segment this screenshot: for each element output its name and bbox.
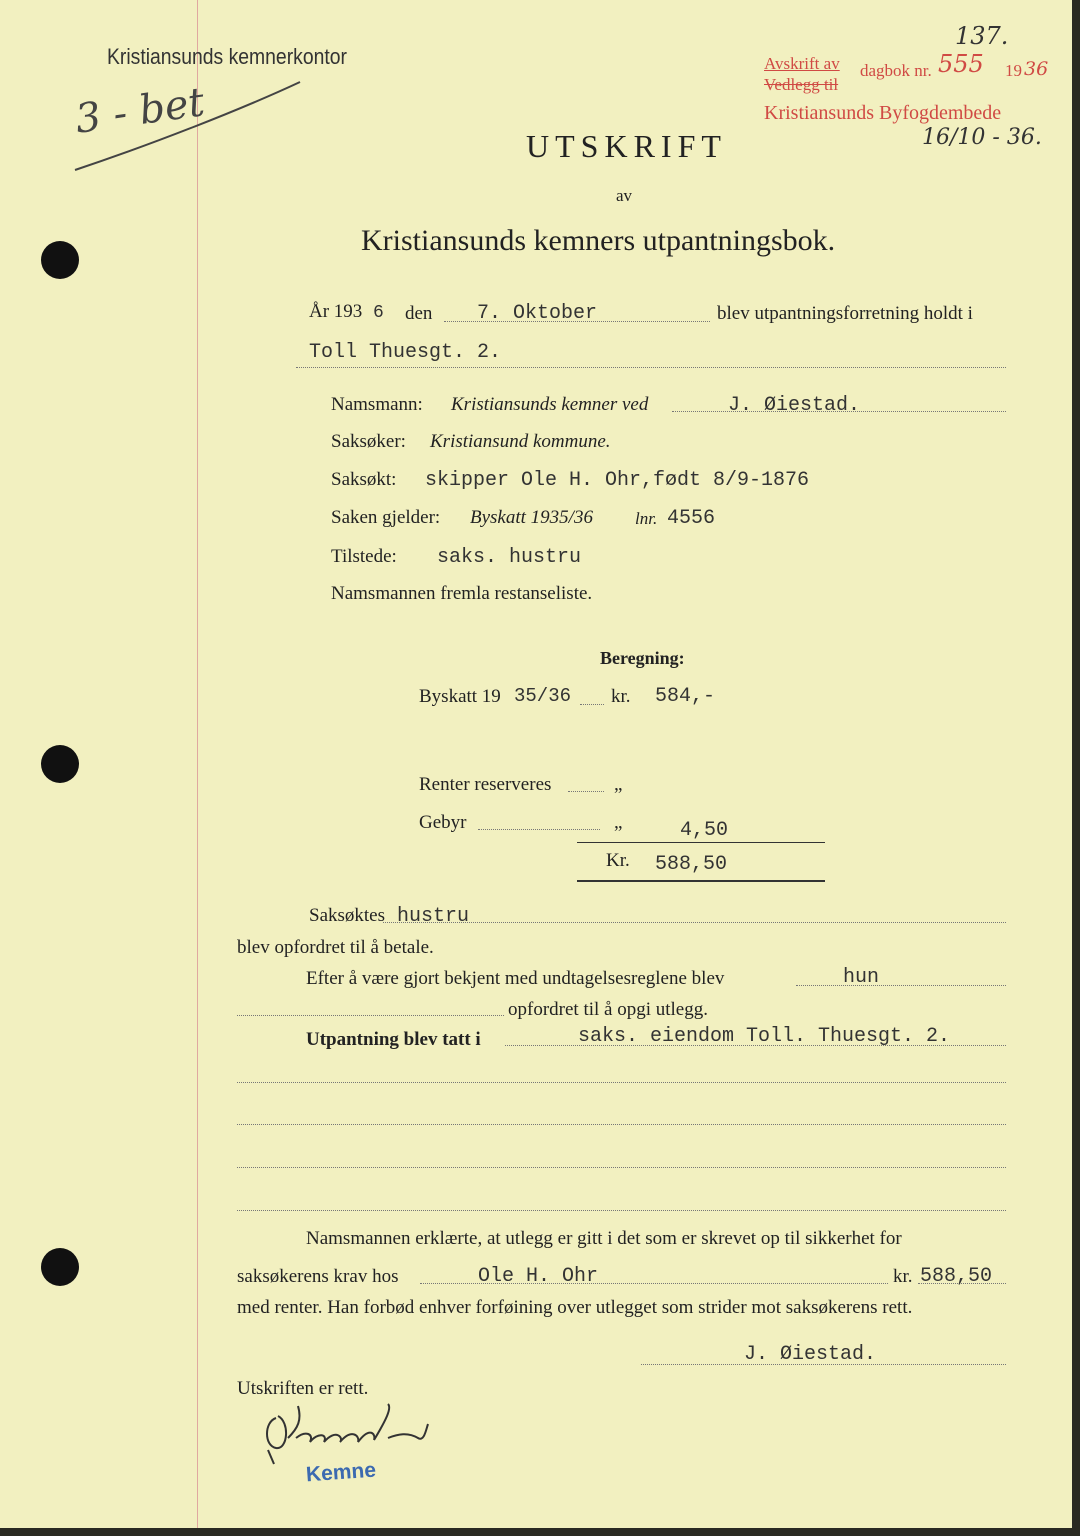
krav-name: Ole H. Ohr bbox=[478, 1265, 599, 1288]
byskatt-amount: 584,- bbox=[655, 685, 716, 708]
year-suffix: 36 bbox=[1024, 58, 1049, 80]
gjelder-nr: 4556 bbox=[667, 507, 716, 530]
krav-kr-label: kr. bbox=[893, 1266, 913, 1287]
declaration-line1: Namsmannen erklærte, at utlegg er gitt i det som er skrevet op til sikkerhet for bbox=[306, 1228, 902, 1249]
gjelder-nr-label: lnr. bbox=[635, 509, 658, 528]
byskatt-kr-label: kr. bbox=[611, 686, 631, 707]
opgi-text: opfordret til å opgi utlegg. bbox=[508, 999, 708, 1020]
dagbok-number: 555 bbox=[938, 50, 984, 78]
krav-amount: 588,50 bbox=[920, 1265, 993, 1288]
date-value: 7. Oktober bbox=[477, 302, 598, 325]
namsmann-value: Kristiansunds kemner ved bbox=[451, 394, 649, 415]
tilstede-value: saks. hustru bbox=[437, 546, 582, 569]
page-subtitle: Kristiansunds kemners utpantningsbok. bbox=[361, 224, 836, 257]
namsmann-name: J. Øiestad. bbox=[728, 394, 861, 417]
total-amount: 588,50 bbox=[655, 853, 728, 876]
den-label: den bbox=[405, 303, 433, 324]
saksoktes-value: hustru bbox=[397, 905, 470, 928]
stamp-vedlegg: Vedlegg til bbox=[764, 75, 839, 94]
krav-label: saksøkerens krav hos bbox=[237, 1266, 399, 1287]
rett-text: Utskriften er rett. bbox=[237, 1378, 369, 1399]
blank-line bbox=[237, 1124, 1006, 1125]
efter-value: hun bbox=[843, 966, 880, 989]
year-prefix: 19 bbox=[1005, 61, 1022, 80]
beregning-heading: Beregning: bbox=[600, 648, 685, 668]
aar-digit: 6 bbox=[373, 303, 384, 323]
opfordret-text: blev opfordret til å betale. bbox=[237, 937, 434, 958]
title-av: av bbox=[616, 186, 633, 205]
blank-line bbox=[237, 1167, 1006, 1168]
efter-text: Efter å være gjort bekjent med undtagelsesreglene blev bbox=[306, 968, 725, 989]
stamp-dagbok: dagbok nr. bbox=[860, 61, 932, 80]
restanse-text: Namsmannen fremla restanseliste. bbox=[331, 583, 593, 604]
handwritten-signature bbox=[258, 1398, 438, 1468]
punch-hole bbox=[41, 241, 79, 279]
stamp-avskrift: Avskrift av bbox=[764, 54, 840, 73]
office-stamp: Kristiansunds kemnerkontor bbox=[107, 44, 347, 69]
tilstede-label: Tilstede: bbox=[331, 546, 397, 567]
kemner-stamp: Kemne bbox=[305, 1458, 377, 1487]
total-rule bbox=[577, 880, 825, 882]
gjelder-label: Saken gjelder: bbox=[331, 507, 441, 528]
page-number: 137. bbox=[955, 22, 1009, 50]
total-label: Kr. bbox=[606, 850, 630, 871]
gjelder-value: Byskatt 1935/36 bbox=[470, 507, 593, 528]
holdt-label: blev utpantningsforretning holdt i bbox=[717, 303, 973, 324]
utpantning-label: Utpantning blev tatt i bbox=[306, 1029, 481, 1050]
byskatt-label: Byskatt 19 bbox=[419, 686, 501, 707]
byskatt-years: 35/36 bbox=[514, 685, 572, 707]
handwritten-note: 3 - bet bbox=[72, 79, 208, 143]
gebyr-label: Gebyr bbox=[419, 812, 467, 833]
punch-hole bbox=[41, 1248, 79, 1286]
utpantning-value: saks. eiendom Toll. Thuesgt. 2. bbox=[578, 1025, 951, 1048]
saksokt-label: Saksøkt: bbox=[331, 469, 397, 490]
namsmann-signature: J. Øiestad. bbox=[744, 1343, 877, 1366]
renter-mark: „ bbox=[614, 774, 623, 795]
blank-line bbox=[237, 1210, 1006, 1211]
sum-rule bbox=[577, 842, 825, 843]
gebyr-mark: „ bbox=[614, 812, 623, 833]
renter-label: Renter reserveres bbox=[419, 774, 552, 795]
declaration-line3: med renter. Han forbød enhver forføining over utlegget som strider mot saksøkerens rett. bbox=[237, 1297, 913, 1318]
namsmann-label: Namsmann: bbox=[331, 394, 423, 415]
handwritten-stroke bbox=[70, 70, 310, 180]
location-value: Toll Thuesgt. 2. bbox=[309, 341, 502, 364]
margin-line bbox=[197, 0, 198, 1528]
saksoker-label: Saksøker: bbox=[331, 431, 406, 452]
saksoktes-label: Saksøktes bbox=[309, 905, 385, 926]
saksokt-value: skipper Ole H. Ohr,født 8/9-1876 bbox=[425, 469, 810, 492]
blank-line bbox=[237, 1082, 1006, 1083]
stamp-office: Kristiansunds Byfogdembede bbox=[764, 102, 1002, 124]
punch-hole bbox=[41, 745, 79, 783]
date-handwritten: 16/10 - 36. bbox=[922, 125, 1042, 150]
page-title: UTSKRIFT bbox=[526, 128, 727, 164]
gebyr-amount: 4,50 bbox=[680, 819, 729, 842]
saksoker-value: Kristiansund kommune. bbox=[430, 431, 611, 452]
aar-label: År 193 bbox=[309, 301, 363, 322]
